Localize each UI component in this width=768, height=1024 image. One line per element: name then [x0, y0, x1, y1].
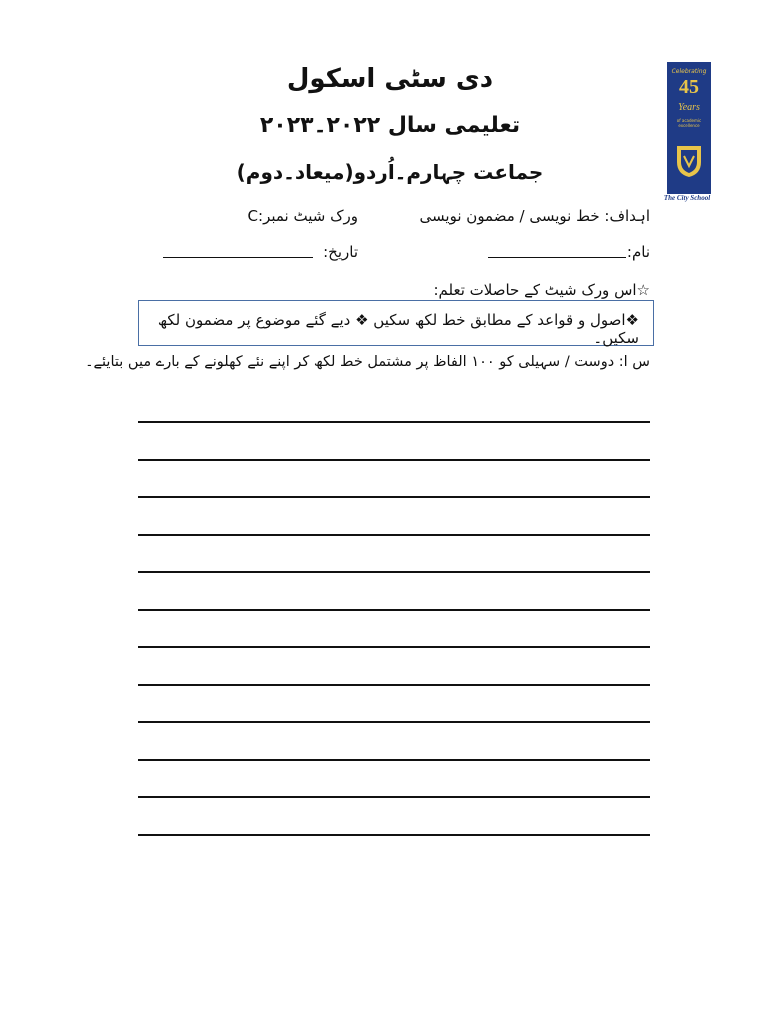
writing-line[interactable] [138, 459, 650, 461]
logo-number: 45 [679, 76, 699, 98]
learning-outcomes-heading: ☆اس ورک شیٹ کے حاصلات تعلم: [433, 281, 650, 299]
writing-line[interactable] [138, 721, 650, 723]
writing-line[interactable] [138, 796, 650, 798]
name-input-line[interactable] [488, 257, 626, 258]
logo-caption: The City School [663, 194, 711, 202]
writing-line[interactable] [138, 684, 650, 686]
academic-year: تعلیمی سال ۲۰۲۲۔۲۰۲۳ [259, 113, 521, 138]
writing-line[interactable] [138, 534, 650, 536]
crest-icon [675, 144, 703, 178]
learning-outcomes-text: ❖اصول و قواعد کے مطابق خط لکھ سکیں ❖ دیے گئے موضوع پر مضمون لکھ سکیں۔ [157, 311, 639, 347]
logo-top-text: Celebrating [671, 68, 707, 75]
worksheet-number: ورک شیٹ نمبر:C [247, 207, 358, 225]
logo-sub-text: of academic excellence [676, 118, 702, 128]
writing-line[interactable] [138, 834, 650, 836]
objectives-label: اہداف: خط نویسی / مضمون نویسی [419, 207, 650, 225]
school-name: دی سٹی اسکول [286, 64, 494, 94]
writing-line[interactable] [138, 609, 650, 611]
name-label: نام: [626, 243, 650, 261]
logo-years-text: Years [678, 102, 700, 113]
writing-line[interactable] [138, 646, 650, 648]
date-label: تاریخ: [323, 243, 358, 261]
learning-outcomes-box [138, 300, 654, 346]
writing-line[interactable] [138, 571, 650, 573]
school-logo [667, 62, 711, 194]
writing-line[interactable] [138, 421, 650, 423]
writing-line[interactable] [138, 759, 650, 761]
class-subject-title: جماعت چہارم۔اُردو(میعاد۔دوم) [236, 160, 544, 184]
question-text: س ا: دوست / سہیلی کو ۱۰۰ الفاظ پر مشتمل خط لکھ کر اپنے نئے کھلونے کے بارے میں بتایئے۔ [85, 354, 650, 370]
writing-line[interactable] [138, 496, 650, 498]
date-input-line[interactable] [163, 257, 313, 258]
